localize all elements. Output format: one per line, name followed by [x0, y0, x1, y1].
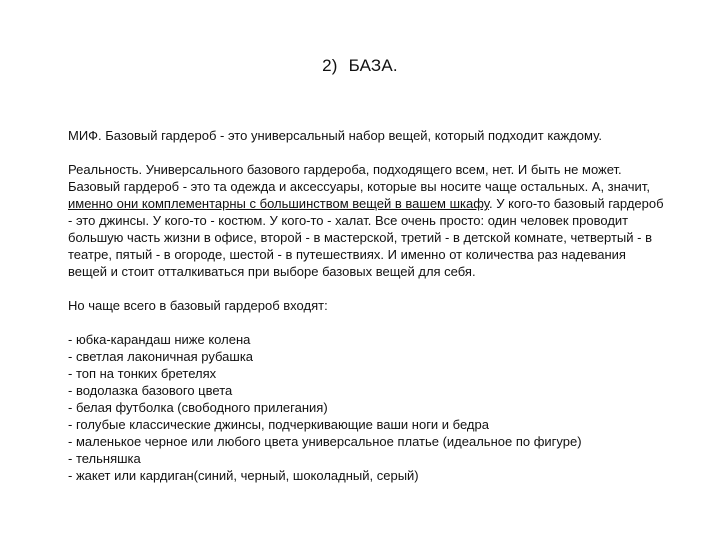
list-item: - светлая лаконичная рубашка	[68, 349, 254, 364]
list-item: - тельняшка	[68, 451, 141, 466]
list-item: - юбка-карандаш ниже колена	[68, 332, 251, 347]
base-wardrobe-list	[68, 331, 664, 484]
list-item: - водолазка базового цвета	[68, 383, 233, 398]
list-intro: Но чаще всего в базовый гардероб входят:	[68, 298, 328, 313]
reality-paragraph	[68, 161, 664, 280]
slide-title	[0, 56, 720, 76]
reality-text-start: Реальность. Универсального базового гардероба, подходящего всем, нет. И быть не может. Базовый гардероб - это та одежда и аксессуары, которые вы носите чаще остальных. А, значит,	[68, 162, 650, 194]
myth-paragraph: МИФ. Базовый гардероб - это универсальный набор вещей, который подходит каждому.	[68, 128, 602, 143]
list-item: - маленькое черное или любого цвета универсальное платье (идеальное по фигуре)	[68, 434, 582, 449]
list-item: - белая футболка (свободного прилегания)	[68, 400, 328, 415]
list-item: - голубые классические джинсы, подчеркивающие ваши ноги и бедра	[68, 417, 489, 432]
reality-underlined-text: именно они комплементарны с большинством вещей в вашем шкафу	[68, 196, 489, 211]
list-item: - топ на тонких бретелях	[68, 366, 217, 381]
slide-body	[68, 127, 664, 484]
title-number: 2)	[322, 56, 338, 75]
title-text: БАЗА.	[348, 56, 398, 75]
reality-text-end: . У кого-то базовый гардероб - это джинсы. У кого-то - костюм. У кого-то - халат. Все очень просто: один человек проводит большую часть жизни в офисе, второй - в мастерской, третий - в детской комнате, четвертый - в театре, пятый - в огороде, шестой - в путешествиях. И именно от количества раз надевания вещей и стоит отталкиваться при выборе базовых вещей для себя.	[68, 196, 664, 279]
list-item: - жакет или кардиган(синий, черный, шоколадный, серый)	[68, 468, 419, 483]
